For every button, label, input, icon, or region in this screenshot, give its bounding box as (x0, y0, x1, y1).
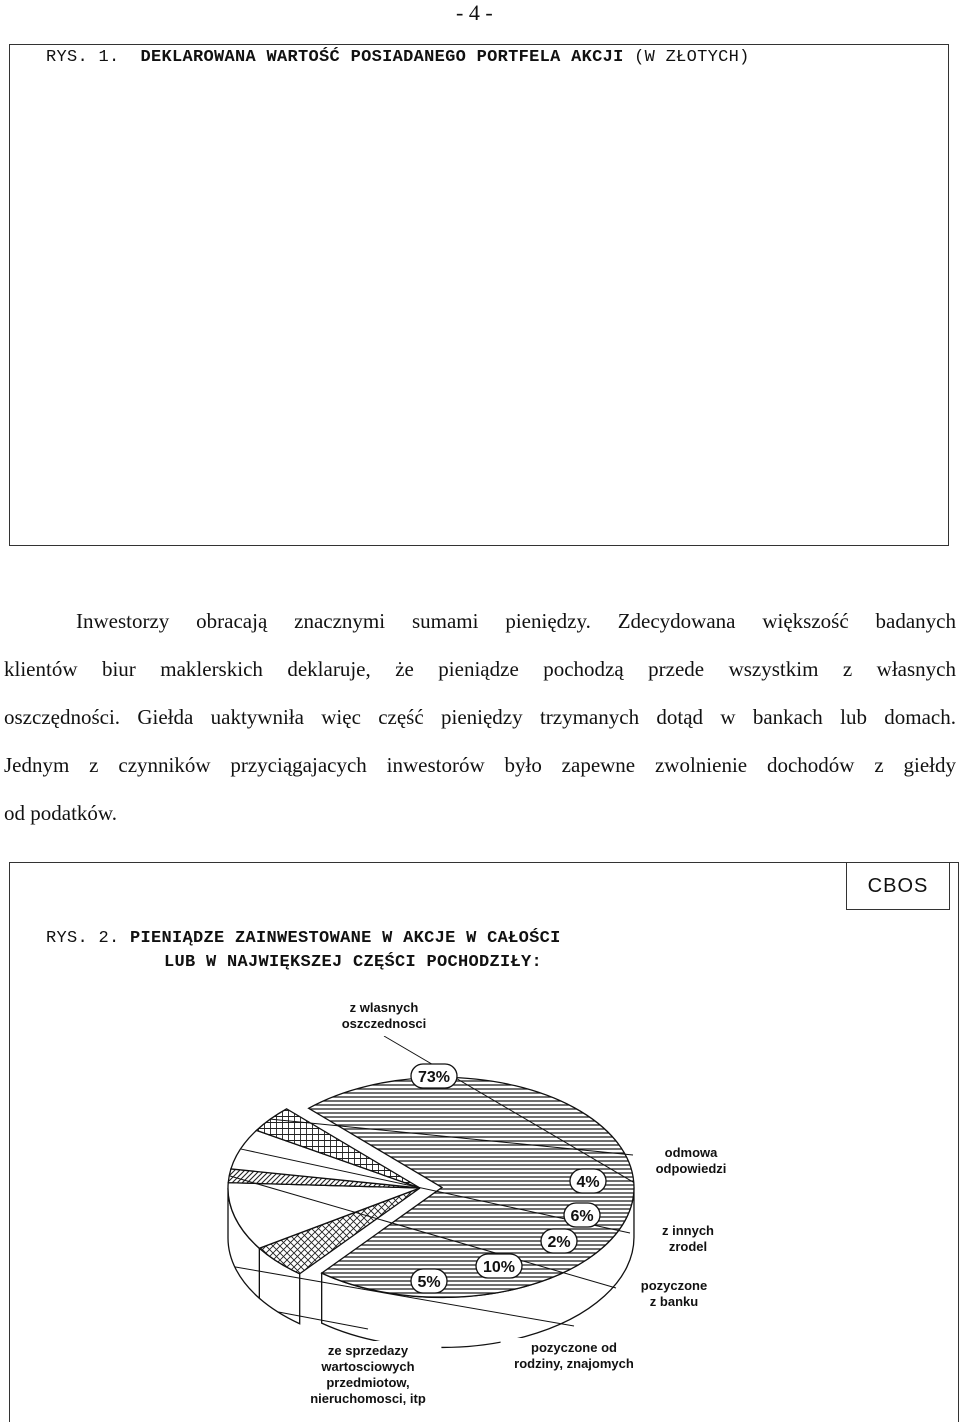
category-label: rodziny, znajomych (514, 1356, 634, 1371)
category-label: pozyczone od (531, 1340, 617, 1355)
figure2-prefix: RYS. 2. (46, 929, 120, 948)
category-label: ze sprzedazy (327, 1343, 409, 1358)
figure2-title-line2: LUB W NAJWIĘKSZEJ CZĘŚCI POCHODZIŁY: (164, 953, 543, 972)
category-label: oszczednosci (341, 1016, 427, 1031)
value-label: 5% (417, 1274, 441, 1291)
paragraph-line: Inwestorzy obracają znacznymi sumami pieniędzy. Zdecydowana większość badanych (76, 609, 956, 633)
value-label: 73% (417, 1069, 451, 1086)
category-label: odmowa (664, 1145, 718, 1160)
category-label: z innych (661, 1223, 715, 1238)
value-label: 2% (547, 1234, 571, 1251)
source-label: CBOS (846, 862, 950, 910)
category-label: zrodel (668, 1239, 708, 1254)
paragraph-line: klientów biur maklerskich deklaruje, że pieniądze pochodzą przede wszystkim z własnych (4, 657, 956, 681)
value-label: 10% (482, 1259, 516, 1276)
category-label: pozyczone (640, 1278, 708, 1293)
value-label: 6% (570, 1208, 594, 1225)
paragraph-line: oszczędności. Giełda uaktywniła więc część pieniędzy trzymanych dotąd w bankach lub domach. (4, 705, 956, 729)
category-label: odpowiedzi (655, 1161, 727, 1176)
paragraph-line: Jednym z czynników przyciągajacych inwestorów było zapewne zwolnienie dochodów z giełdy (4, 753, 956, 777)
category-label: przedmiotow, (326, 1375, 410, 1390)
category-label: z wlasnych (349, 1000, 419, 1015)
value-label: 4% (576, 1174, 600, 1191)
category-label: nieruchomosci, itp (310, 1391, 426, 1406)
figure1-prefix: RYS. 1. (46, 48, 120, 67)
figure1-title-unit: (W ZŁOTYCH) (634, 48, 750, 67)
category-label: z banku (649, 1294, 699, 1309)
figure2-title-line1: PIENIĄDZE ZAINWESTOWANE W AKCJE W CAŁOŚCI (130, 929, 561, 948)
page-number: - 4 - (456, 0, 493, 25)
figure1-title-main: DEKLAROWANA WARTOŚĆ POSIADANEGO PORTFELA AKCJI (140, 48, 624, 67)
paragraph-line: od podatków. (4, 801, 117, 825)
category-label: wartosciowych (321, 1359, 415, 1374)
